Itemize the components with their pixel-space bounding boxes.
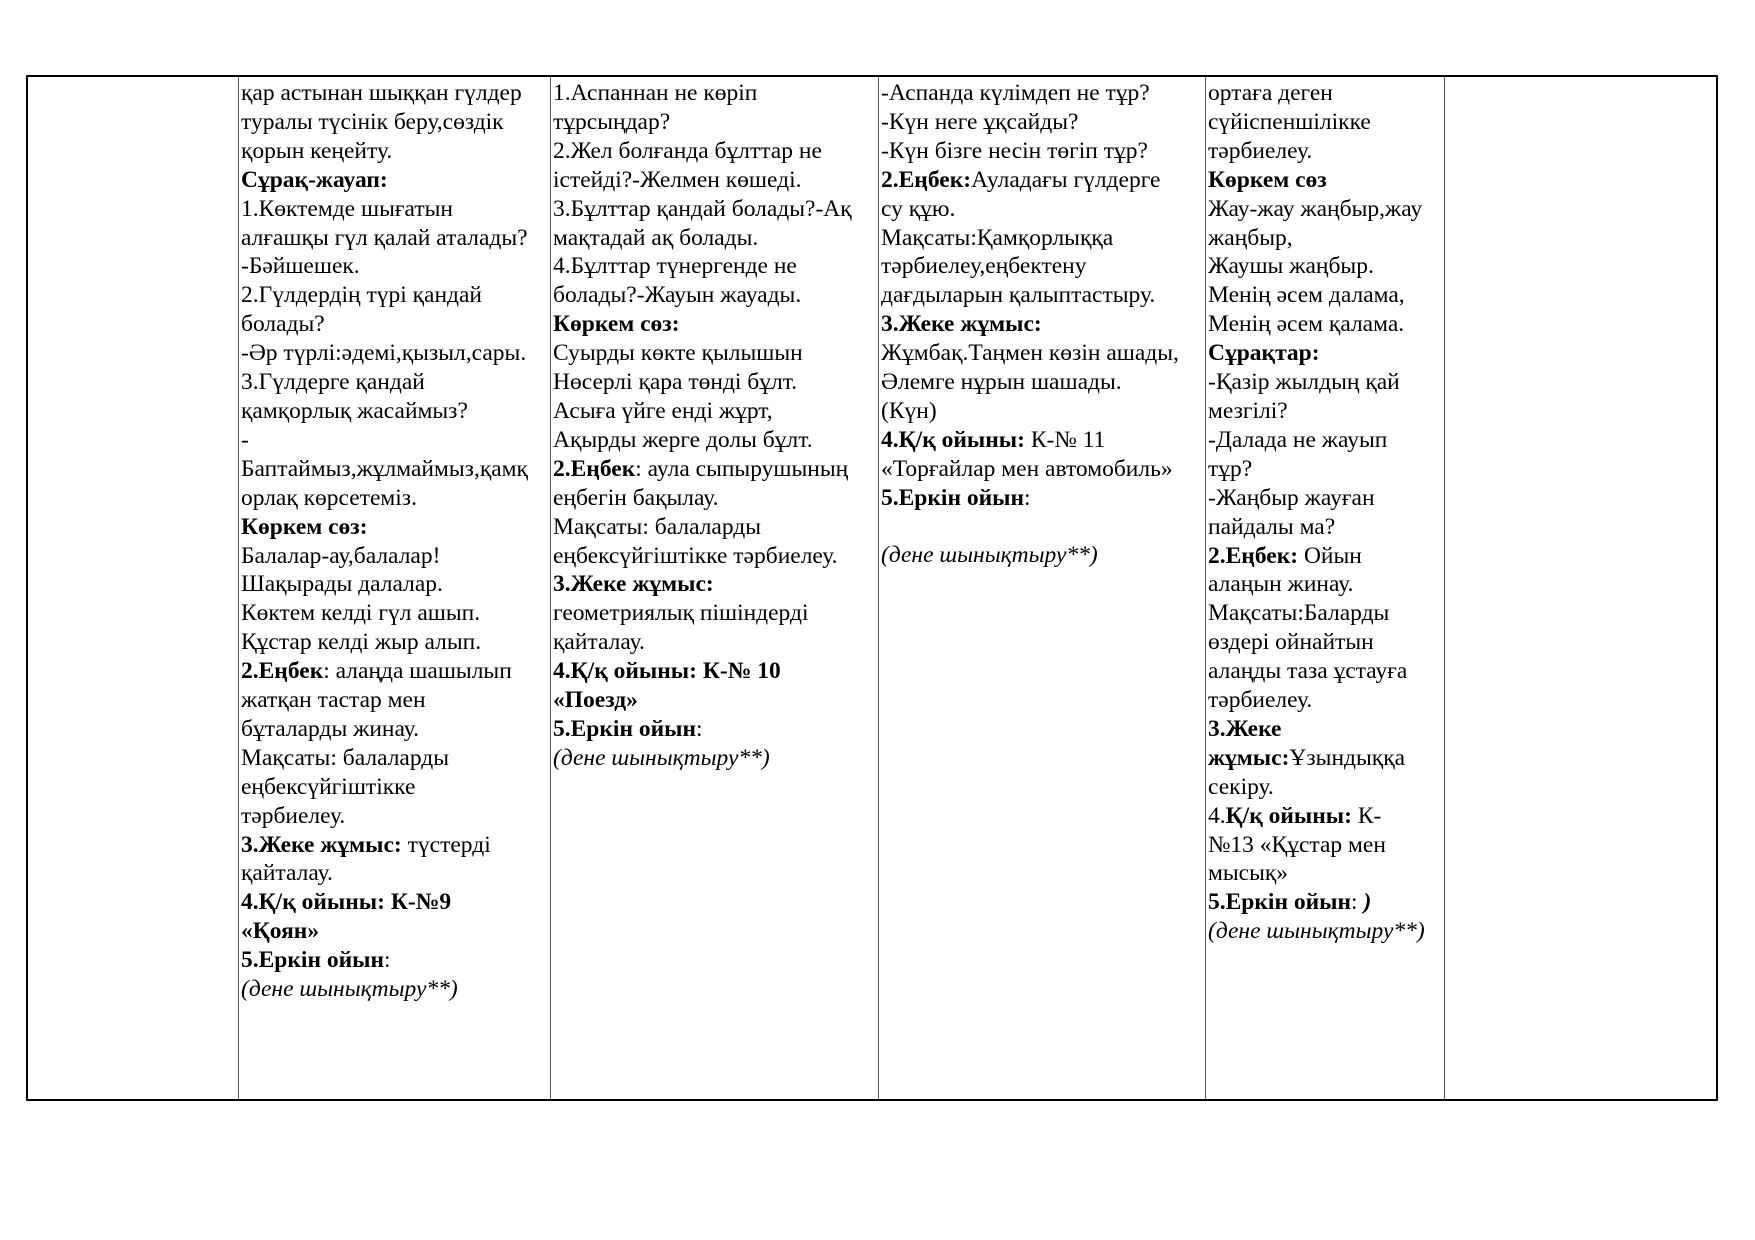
text-line xyxy=(553,513,876,542)
text-segment: қайталау. xyxy=(241,860,333,887)
text-line xyxy=(1208,859,1442,888)
text-line xyxy=(1208,599,1442,628)
text-line xyxy=(1208,542,1442,571)
text-segment: Нөсерлі қара төнді бұлт. xyxy=(553,369,798,396)
text-line xyxy=(881,79,1203,108)
text-segment: (дене шынықтыру**) xyxy=(881,542,1098,569)
text-line xyxy=(241,426,548,455)
text-segment: Құстар келді жыр алып. xyxy=(241,629,482,656)
text-segment: тұр? xyxy=(1208,455,1253,482)
text-line xyxy=(241,542,548,571)
text-segment: Ақырды жерге долы бұлт. xyxy=(553,426,813,453)
table-cell-empty-right xyxy=(1445,77,1716,1099)
text-segment: 2.Еңбек: xyxy=(881,166,972,193)
text-line xyxy=(241,888,548,917)
text-line xyxy=(553,715,876,744)
text-segment: Көктем келді гүл ашып. xyxy=(241,600,481,627)
text-line xyxy=(1208,166,1442,195)
text-line xyxy=(553,79,876,108)
text-line xyxy=(881,281,1203,310)
text-segment: -Далада не жауып xyxy=(1208,426,1388,453)
text-line xyxy=(1208,484,1442,513)
text-segment: Көркем сөз xyxy=(1208,166,1327,193)
text-line xyxy=(553,166,876,195)
text-segment: су құю. xyxy=(881,195,956,222)
text-line xyxy=(881,224,1203,253)
text-segment: Суырды көкте қылышын xyxy=(553,340,803,367)
text-segment: : алаңда шашылып xyxy=(323,658,512,685)
text-segment: Менің әсем далама, xyxy=(1208,282,1405,309)
text-segment: 3.Жеке жұмыс: xyxy=(241,831,402,858)
text-segment: (Күн) xyxy=(881,397,937,424)
text-line xyxy=(553,310,876,339)
text-line xyxy=(881,310,1203,339)
text-line xyxy=(1208,224,1442,253)
text-segment: тәрбиелеу. xyxy=(241,802,346,829)
text-line xyxy=(553,426,876,455)
text-segment: ) xyxy=(1363,889,1372,916)
text-segment: Баптаймыз,жұлмаймыз,қамқ xyxy=(241,455,528,482)
text-line xyxy=(1208,917,1442,946)
text-line xyxy=(553,542,876,571)
text-line xyxy=(1208,281,1442,310)
text-segment: К-№ 11 xyxy=(1024,426,1106,453)
text-segment: істейді?-Желмен көшеді. xyxy=(553,166,802,193)
text-segment: Шақырады далалар. xyxy=(241,571,443,598)
text-line xyxy=(1208,744,1442,773)
text-segment: Көркем сөз: xyxy=(241,513,368,540)
text-segment: (дене шынықтыру**) xyxy=(553,744,770,771)
text-line xyxy=(881,252,1203,281)
text-segment: Ойын xyxy=(1298,542,1362,569)
text-segment: мезгілі? xyxy=(1208,397,1288,424)
text-line xyxy=(241,137,548,166)
text-segment: -Қазір жылдың қай xyxy=(1208,369,1400,396)
text-line xyxy=(241,773,548,802)
text-segment: (дене шынықтыру**) xyxy=(1208,918,1425,945)
text-segment: 2.Еңбек xyxy=(553,455,636,482)
text-segment: «Торғайлар мен автомобиль» xyxy=(881,455,1173,482)
text-line xyxy=(1208,368,1442,397)
text-segment: 4.Қ/қ ойыны: xyxy=(881,426,1025,453)
text-line xyxy=(241,859,548,888)
text-line xyxy=(1208,252,1442,281)
text-line xyxy=(241,252,548,281)
text-line xyxy=(553,137,876,166)
text-line xyxy=(1208,686,1442,715)
text-line xyxy=(881,513,1203,542)
text-segment: -Жаңбыр жауған xyxy=(1208,484,1375,511)
text-line xyxy=(241,224,548,253)
text-line xyxy=(553,281,876,310)
text-segment: 4.Қ/қ ойыны: К-№ 10 xyxy=(553,658,781,685)
text-segment: 4.Қ/қ ойыны: К-№9 xyxy=(241,889,452,916)
text-line xyxy=(241,599,548,628)
text-line xyxy=(553,599,876,628)
text-segment: 2.Гүлдердің түрі қандай xyxy=(241,282,483,309)
text-segment: : xyxy=(1024,484,1031,511)
text-line xyxy=(241,975,548,1004)
text-segment: қайталау. xyxy=(553,629,645,656)
text-line xyxy=(1208,657,1442,686)
text-line xyxy=(553,744,876,773)
text-line xyxy=(553,686,876,715)
text-line xyxy=(1208,628,1442,657)
text-segment: ортаға деген xyxy=(1208,80,1333,106)
text-line xyxy=(1208,455,1442,484)
text-segment: №13 «Құстар мен xyxy=(1208,831,1386,858)
text-segment: орлақ көрсетеміз. xyxy=(241,484,417,511)
text-line xyxy=(1208,888,1442,917)
text-line xyxy=(1208,513,1442,542)
text-line xyxy=(241,166,548,195)
text-line xyxy=(553,570,876,599)
text-segment: Қ/қ ойыны: xyxy=(1225,802,1352,829)
text-segment: тәрбиелеу,еңбектену xyxy=(881,253,1087,280)
text-segment: 5.Еркін ойын xyxy=(241,947,385,974)
text-segment: алаңды таза ұстауға xyxy=(1208,658,1408,685)
text-segment: Мақсаты: балаларды xyxy=(241,744,450,771)
text-segment: «Поезд» xyxy=(553,687,638,714)
text-segment: -Күн неге ұқсайды? xyxy=(881,108,1079,135)
text-line xyxy=(241,570,548,599)
text-segment: жаңбыр, xyxy=(1208,224,1293,251)
text-segment: алаңын жинау. xyxy=(1208,571,1354,598)
text-line xyxy=(241,686,548,715)
text-line xyxy=(241,513,548,542)
text-line xyxy=(553,195,876,224)
plan-table xyxy=(26,75,1718,1101)
text-line xyxy=(241,79,548,108)
text-line xyxy=(1208,570,1442,599)
text-segment: еңбегін бақылау. xyxy=(553,484,719,511)
text-segment: 3.Гүлдерге қандай xyxy=(241,369,425,396)
text-segment: 3.Жеке жұмыс: xyxy=(881,311,1042,338)
text-segment: түстерді xyxy=(401,831,491,858)
text-segment: 1.Аспаннан не көріп xyxy=(553,80,758,106)
text-line xyxy=(241,657,548,686)
text-line xyxy=(1208,195,1442,224)
text-segment: дағдыларын қалыптастыру. xyxy=(881,282,1156,309)
text-line xyxy=(241,628,548,657)
text-segment: : xyxy=(696,715,703,742)
text-segment: алғашқы гүл қалай аталады? xyxy=(241,224,528,251)
text-line xyxy=(881,397,1203,426)
text-segment: Мақсаты:Баларды xyxy=(1208,600,1390,627)
text-line xyxy=(553,368,876,397)
text-line xyxy=(881,166,1203,195)
text-segment: тәрбиелеу. xyxy=(1208,137,1313,164)
text-segment: қамқорлық жасаймыз? xyxy=(241,397,468,424)
text-segment: : xyxy=(1351,889,1364,916)
text-segment: Әлемге нұрын шашады. xyxy=(881,369,1122,396)
text-segment: Жұмбақ.Таңмен көзін ашады, xyxy=(881,340,1179,367)
text-line xyxy=(881,137,1203,166)
text-line xyxy=(241,715,548,744)
text-line xyxy=(1208,310,1442,339)
text-segment: туралы түсінік беру,сөздік xyxy=(241,108,504,135)
text-segment: - xyxy=(241,426,249,453)
text-segment: Асыға үйге енді жұрт, xyxy=(553,397,773,424)
text-segment: мысық» xyxy=(1208,860,1289,887)
text-segment: жұмыс: xyxy=(1208,744,1290,771)
text-segment: 2.Еңбек xyxy=(241,658,324,685)
text-segment: К- xyxy=(1351,802,1382,829)
text-segment: 5.Еркін ойын xyxy=(881,484,1025,511)
text-line xyxy=(241,108,548,137)
text-line xyxy=(1208,773,1442,802)
table-cell-activity-1 xyxy=(239,77,551,1099)
text-line xyxy=(241,831,548,860)
text-line xyxy=(1208,108,1442,137)
text-line xyxy=(553,657,876,686)
text-segment: «Қоян» xyxy=(241,918,320,945)
text-segment: (дене шынықтыру**) xyxy=(241,976,458,1003)
text-line xyxy=(1208,831,1442,860)
text-line xyxy=(241,397,548,426)
text-line xyxy=(881,339,1203,368)
text-segment: өздері ойнайтын xyxy=(1208,629,1374,656)
text-segment: қар астынан шыққан гүлдер xyxy=(241,80,522,106)
text-line xyxy=(1208,137,1442,166)
text-segment: мақтадай ақ болады. xyxy=(553,224,759,251)
text-line xyxy=(241,946,548,975)
text-line xyxy=(241,744,548,773)
text-segment: Ауладағы гүлдерге xyxy=(971,166,1161,193)
text-line xyxy=(881,455,1203,484)
text-segment: тұрсыңдар? xyxy=(553,108,671,135)
text-segment: Менің әсем қалама. xyxy=(1208,311,1405,338)
text-line xyxy=(241,310,548,339)
text-segment: еңбексүйгіштікке тәрбиелеу. xyxy=(553,542,838,569)
text-line xyxy=(553,339,876,368)
text-segment: қорын кеңейту. xyxy=(241,137,393,164)
text-line xyxy=(553,455,876,484)
text-segment: 3.Жеке xyxy=(1208,715,1282,742)
text-segment: : аула сыпырушының xyxy=(635,455,849,482)
text-segment: 5.Еркін ойын xyxy=(553,715,697,742)
text-segment: Балалар-ау,балалар! xyxy=(241,542,441,569)
text-line xyxy=(241,917,548,946)
text-line xyxy=(241,339,548,368)
text-line xyxy=(1208,397,1442,426)
text-line xyxy=(881,426,1203,455)
text-segment: Жаушы жаңбыр. xyxy=(1208,253,1374,280)
text-segment: -Аспанда күлімдеп не тұр? xyxy=(881,80,1150,106)
text-segment: 5.Еркін ойын xyxy=(1208,889,1352,916)
text-segment: Сұрақтар: xyxy=(1208,340,1320,367)
table-cell-empty-left xyxy=(28,77,239,1099)
table-cell-activity-3 xyxy=(879,77,1206,1099)
text-segment: Мақсаты: балаларды xyxy=(553,513,762,540)
text-segment: пайдалы ма? xyxy=(1208,513,1336,540)
text-segment: 2.Жел болғанда бұлттар не xyxy=(553,137,822,164)
text-segment: болады? xyxy=(241,311,325,338)
text-line xyxy=(1208,715,1442,744)
text-segment: жатқан тастар мен xyxy=(241,687,426,714)
text-line xyxy=(1208,426,1442,455)
text-segment: 3.Бұлттар қандай болады?-Ақ xyxy=(553,195,852,222)
table-cell-activity-4 xyxy=(1206,77,1445,1099)
text-segment: : xyxy=(384,947,391,974)
text-line xyxy=(241,368,548,397)
text-line xyxy=(553,224,876,253)
text-line xyxy=(241,802,548,831)
text-segment: 4.Бұлттар түнергенде не xyxy=(553,253,797,280)
text-line xyxy=(881,541,1203,570)
text-line xyxy=(881,108,1203,137)
text-line xyxy=(241,195,548,224)
text-line xyxy=(1208,79,1442,108)
text-segment: Мақсаты:Қамқорлыққа xyxy=(881,224,1114,251)
text-line xyxy=(1208,802,1442,831)
text-line xyxy=(553,484,876,513)
text-line xyxy=(881,484,1203,513)
text-segment: Ұзындыққа xyxy=(1289,744,1406,771)
text-line xyxy=(1208,339,1442,368)
text-segment: бұталарды жинау. xyxy=(241,715,420,742)
text-segment: еңбексүйгіштікке xyxy=(241,773,416,800)
text-segment: секіру. xyxy=(1208,773,1274,800)
text-segment: болады?-Жауын жауады. xyxy=(553,282,802,309)
text-segment: -Әр түрлі:әдемі,қызыл,сары. xyxy=(241,340,527,367)
text-segment: 2.Еңбек: xyxy=(1208,542,1299,569)
text-line xyxy=(241,484,548,513)
text-line xyxy=(553,108,876,137)
text-line xyxy=(241,455,548,484)
text-segment: -Бәйшешек. xyxy=(241,253,360,280)
text-segment: -Күн бізге несін төгіп тұр? xyxy=(881,137,1148,164)
text-segment: 1.Көктемде шығатын xyxy=(241,195,453,222)
text-segment: Көркем сөз: xyxy=(553,311,680,338)
text-line xyxy=(241,281,548,310)
text-segment: тәрбиелеу. xyxy=(1208,687,1313,714)
text-line xyxy=(553,252,876,281)
text-line xyxy=(881,195,1203,224)
text-segment: 4. xyxy=(1208,802,1226,829)
text-segment: Сұрақ-жауап: xyxy=(241,166,388,193)
table-cell-activity-2 xyxy=(551,77,879,1099)
text-segment: Жау-жау жаңбыр,жау xyxy=(1208,195,1423,222)
text-segment: 3.Жеке жұмыс: xyxy=(553,571,714,598)
text-segment: сүйіспеншілікке xyxy=(1208,108,1371,135)
text-line xyxy=(553,397,876,426)
text-line xyxy=(881,368,1203,397)
text-line xyxy=(553,628,876,657)
text-segment: геометриялық пішіндерді xyxy=(553,600,809,627)
